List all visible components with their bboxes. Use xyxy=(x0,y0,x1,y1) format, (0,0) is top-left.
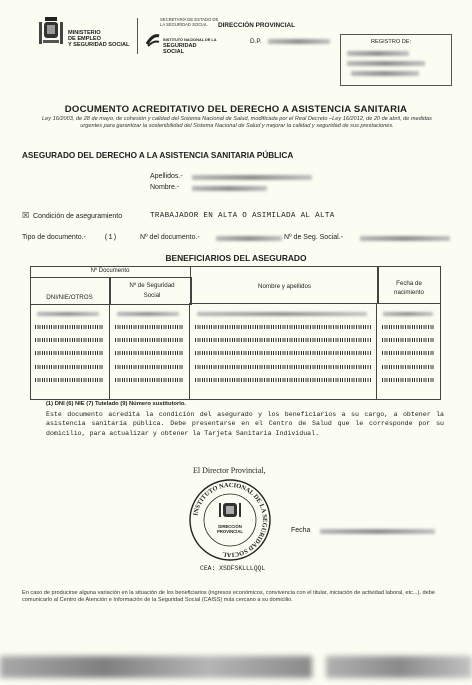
document-title: DOCUMENTO ACREDITATIVO DEL DERECHO A ASISTENCIA SANITARIA xyxy=(64,104,408,115)
ss-logo-icon xyxy=(145,32,161,48)
filler-nombre xyxy=(195,325,371,382)
row1-nss-redacted xyxy=(117,312,179,316)
ministry-logo xyxy=(36,14,66,54)
registro-line-3 xyxy=(351,71,419,76)
col-group-label: Nº Documento xyxy=(90,268,130,274)
col-header-dni xyxy=(30,277,110,305)
instituto-line-2: SEGURIDAD SOCIAL xyxy=(163,43,197,55)
filler-fecha xyxy=(382,325,435,382)
condicion-label: Condición de aseguramiento xyxy=(33,213,123,220)
apellidos-label: Apellidos.- xyxy=(150,173,183,180)
stamp-line-2: PROVINCIAL xyxy=(217,529,243,534)
row1-fecha-redacted xyxy=(383,312,433,316)
stamp-center-text xyxy=(188,524,272,534)
seguridad-social-redacted xyxy=(360,236,450,241)
ministry-line-1: MINISTERIO xyxy=(68,30,101,36)
stamp-line-1: DIRECCIÓN xyxy=(218,524,242,529)
cea-code: CEA: XSDFSKLLLQQL xyxy=(200,565,266,572)
svg-text:INSTITUTO NACIONAL DE LA SEGUR: INSTITUTO NACIONAL DE LA SEGURIDAD SOCIAL xyxy=(192,481,269,559)
col-label-nss: Nº de Seguridad Social xyxy=(129,282,175,299)
nombre-value-redacted xyxy=(192,186,267,191)
vertical-divider xyxy=(137,18,138,54)
footer-notice: En caso de producirse alguna variación en la situación de los beneficiarios (ingresos económicos, convivencia con el titular, iniciación de actividad laboral, etc...), debe comunicarlo al Centro de Atención e Información de la Seguridad Social (CAISS) más cercano a su domicilio. xyxy=(22,590,435,604)
tipo-documento-value: (1) xyxy=(104,234,117,242)
col-header-nss xyxy=(110,277,192,305)
condicion-value: TRABAJADOR EN ALTA O ASIMILADA AL ALTA xyxy=(150,212,335,220)
condicion-checkbox[interactable]: ☒ xyxy=(22,211,30,220)
direccion-provincial: DIRECCIÓN PROVINCIAL xyxy=(218,22,296,29)
ministry-line-2: DE EMPLEO xyxy=(68,36,101,42)
registro-line-2 xyxy=(347,61,425,66)
seguridad-social-label: Nº de Seg. Social.- xyxy=(284,234,343,241)
stamp-seal-icon xyxy=(188,478,272,562)
filler-rows xyxy=(31,325,440,399)
official-stamp xyxy=(188,478,272,562)
row1-dni-redacted xyxy=(37,312,99,316)
ministry-line-3: Y SEGURIDAD SOCIAL xyxy=(68,42,130,48)
secretaria-label: SECRETARÍA DE ESTADO DE LA SEGURIDAD SOCIAL xyxy=(160,17,219,27)
director-label: El Director Provincial, xyxy=(193,466,266,475)
row1-nombre-redacted xyxy=(197,312,367,316)
coat-of-arms-icon xyxy=(36,14,66,54)
col-header-nombre xyxy=(190,266,379,304)
nombre-label: Nombre.- xyxy=(150,184,180,191)
col-label-nombre: Nombre y apellidos xyxy=(258,283,311,290)
instituto-logo-box xyxy=(145,30,217,55)
filler-dni xyxy=(35,325,103,382)
col-header-fecha xyxy=(377,266,440,304)
fecha-value-redacted xyxy=(320,529,435,534)
ministry-name xyxy=(68,30,138,48)
explanatory-text: Este documento acredita la condición del asegurado y los beneficiarios a su cargo, a obtener la asistencia sanitaria pública. Debe presentarse en el Centro de Salud que le corresponde por su domicilio, para actualizar y obtener la Tarjeta Sanitaria Individual. xyxy=(46,411,444,437)
registro-line-1 xyxy=(347,51,409,56)
apellidos-value-redacted xyxy=(192,175,312,180)
footer-redacted-right xyxy=(326,656,472,678)
asegurado-heading: ASEGURADO DEL DERECHO A LA ASISTENCIA SANITARIA PÚBLICA xyxy=(22,151,294,160)
col-label-dni: DNI/NIE/OTROS xyxy=(46,294,93,301)
filler-nss xyxy=(115,325,183,382)
law-reference: Ley 16/2003, de 28 de mayo, de cohesión y calidad del Sistema Nacional de Salud, modificada por el Real Decreto –Ley 16/2012, de 20 de abril, de medidas urgentes para garantizar la sostenibilidad del Sistema Nacional de Salud y mejorar la calidad y seguridad de sus prestaciones. xyxy=(42,116,432,130)
footer-redacted-left xyxy=(0,656,312,678)
dp-label: D.P. xyxy=(250,38,262,45)
fecha-label: Fecha xyxy=(291,527,311,534)
dp-value-redacted xyxy=(268,39,330,44)
col-label-fecha: Fecha de nacimiento xyxy=(394,280,424,296)
numero-documento-label: Nº del documento.- xyxy=(140,234,200,241)
instituto-line-1: INSTITUTO NACIONAL DE LA xyxy=(163,38,217,42)
tipo-documento-label: Tipo de documento.- xyxy=(22,234,86,241)
registro-label: REGISTRO DE: xyxy=(371,39,412,45)
numero-documento-redacted xyxy=(216,236,282,241)
beneficiarios-heading: BENEFICIARIOS DEL ASEGURADO xyxy=(165,253,307,263)
beneficiarios-table xyxy=(30,266,441,400)
registro-box xyxy=(340,34,452,86)
document-type-footnote: (1) DNI (6) NIE (7) Tutelado (9) Número sustitutorio. xyxy=(46,401,186,407)
